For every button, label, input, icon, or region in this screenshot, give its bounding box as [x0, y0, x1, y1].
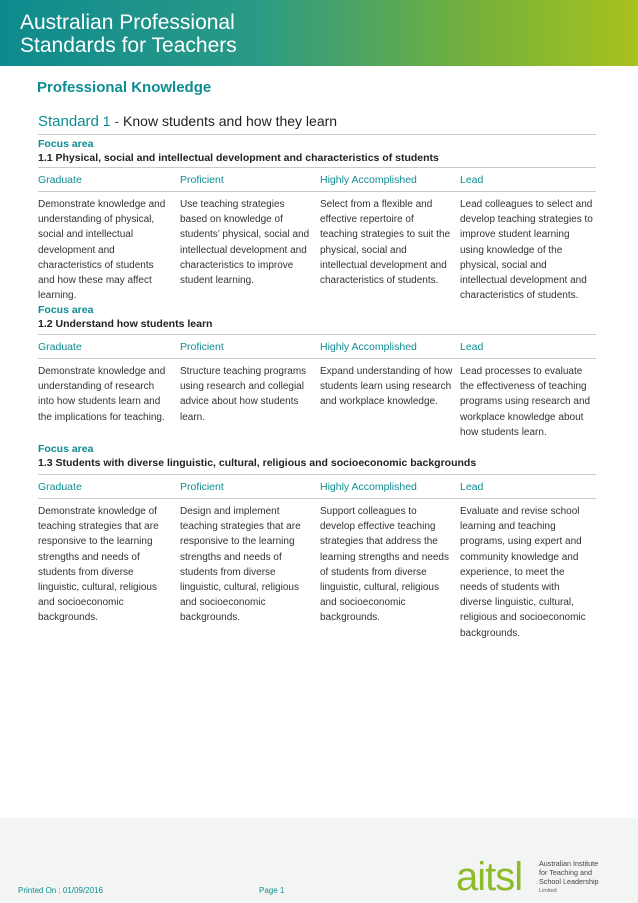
printed-date: Printed On : 01/09/2016	[18, 886, 103, 895]
banner-title-line-2: Standards for Teachers	[20, 34, 237, 57]
logo-caption	[539, 859, 599, 896]
logo-caption-line-3: School Leadership	[539, 877, 599, 887]
column-header-lead: Lead	[460, 174, 484, 186]
aitsl-logo	[456, 852, 536, 896]
descriptor-graduate: Demonstrate knowledge and understanding of physical, social and intellectual development and characteristics of students and how these may affect learning.	[38, 199, 166, 302]
standard-title	[38, 113, 337, 130]
column-header-graduate: Graduate	[38, 174, 82, 186]
descriptor-proficient: Design and implement teaching strategies that are responsive to the learning strengths and needs of students from diverse linguistic, cultural, religious and socioeconomic backgrounds.	[180, 506, 301, 624]
header-banner	[0, 0, 638, 66]
focus-area-label: Focus area	[38, 138, 94, 150]
logo-caption-line-2: for Teaching and	[539, 868, 593, 878]
column-header-lead: Lead	[460, 481, 484, 493]
logo-caption-line-4: Limited	[539, 887, 557, 894]
focus-area-label: Focus area	[38, 443, 94, 455]
standard-name: Know students and how they learn	[123, 113, 338, 129]
focus-area-title: 1.1 Physical, social and intellectual development and characteristics of students	[38, 152, 439, 164]
divider	[38, 498, 596, 499]
descriptor-highly-accomplished: Expand understanding of how students learn using research and workplace knowledge.	[320, 366, 453, 408]
divider	[38, 191, 596, 192]
banner-title	[20, 11, 237, 57]
descriptor-proficient: Structure teaching programs using research and collegial advice about how students learn.	[180, 366, 307, 423]
descriptor-proficient: Use teaching strategies based on knowledge of students’ physical, social and intellectual development and characteristics to improve student learning.	[180, 199, 310, 287]
column-header-proficient: Proficient	[180, 341, 224, 353]
aitsl-logo-wordmark: aitsl	[456, 855, 523, 896]
page-number: Page 1	[259, 886, 285, 895]
column-header-highly-accomplished: Highly Accomplished	[320, 481, 417, 493]
focus-area-title: 1.3 Students with diverse linguistic, cultural, religious and socioeconomic backgrounds	[38, 457, 477, 469]
divider	[38, 474, 596, 475]
descriptor-lead: Lead colleagues to select and develop teaching strategies to improve student learning using knowledge of the physical, social and intellectual development and characteristics of students.	[460, 199, 593, 302]
banner-title-line-1: Australian Professional	[20, 11, 235, 34]
column-header-graduate: Graduate	[38, 341, 82, 353]
column-header-proficient: Proficient	[180, 174, 224, 186]
logo-caption-line-1: Australian Institute	[539, 859, 599, 868]
column-header-graduate: Graduate	[38, 481, 82, 493]
divider	[38, 167, 596, 168]
descriptor-graduate: Demonstrate knowledge of teaching strategies that are responsive to the learning strengths and needs of students from diverse linguistic, cultural, religious and socioeconomic backgrounds.	[38, 506, 159, 624]
divider	[38, 334, 596, 335]
descriptor-graduate: Demonstrate knowledge and understanding of research into how students learn and the implications for teaching.	[38, 366, 166, 423]
divider	[38, 134, 596, 135]
standard-word: Standard	[38, 113, 99, 130]
column-header-highly-accomplished: Highly Accomplished	[320, 341, 417, 353]
standard-number: 1	[102, 113, 111, 129]
focus-area-title: 1.2 Understand how students learn	[38, 318, 213, 330]
column-header-proficient: Proficient	[180, 481, 224, 493]
descriptor-lead: Evaluate and revise school learning and teaching programs, using expert and community knowledge and experience, to meet the needs of students with diverse linguistic, cultural, religious and socioeconomic backgrounds.	[460, 506, 586, 639]
focus-area-label: Focus area	[38, 304, 94, 316]
descriptor-highly-accomplished: Support colleagues to develop effective teaching strategies that address the learning strengths and needs of students from diverse linguistic, cultural, religious and socioeconomic backgrounds.	[320, 506, 449, 624]
standard-dash: -	[114, 113, 120, 129]
column-header-highly-accomplished: Highly Accomplished	[320, 174, 417, 186]
descriptor-lead: Lead processes to evaluate the effectiveness of teaching programs using research and workplace knowledge about how students learn.	[460, 366, 591, 438]
section-heading: Professional Knowledge	[37, 79, 212, 96]
descriptor-highly-accomplished: Select from a flexible and effective repertoire of teaching strategies to suit the physical, social and intellectual development and characteristics of students.	[320, 199, 451, 287]
column-header-lead: Lead	[460, 341, 484, 353]
divider	[38, 358, 596, 359]
